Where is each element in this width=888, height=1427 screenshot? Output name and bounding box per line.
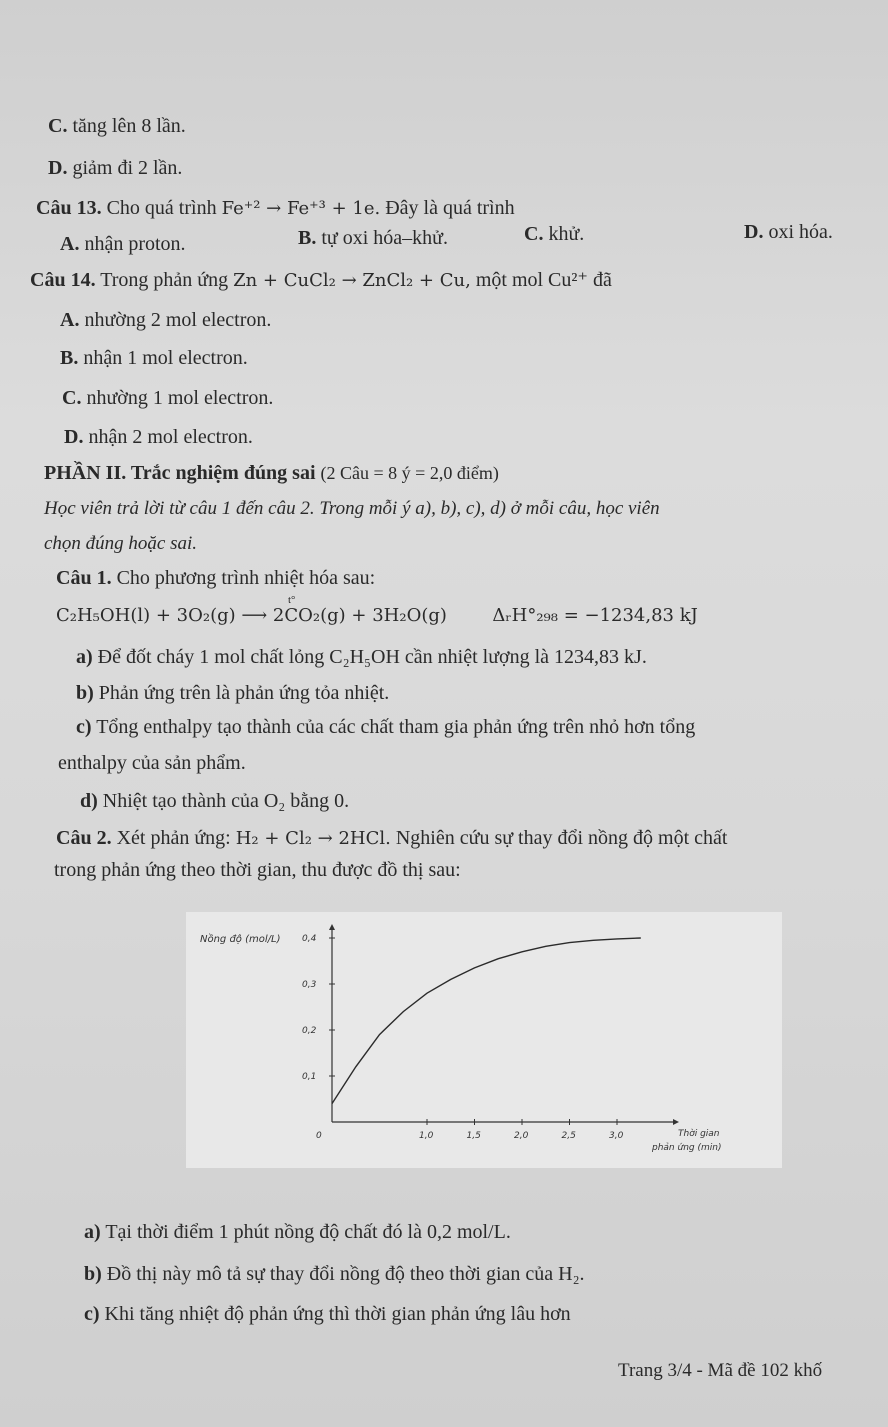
x-axis-label-line-1: Thời gian xyxy=(678,1129,720,1139)
cau-1-item-c-continued: enthalpy của sản phẩm. xyxy=(58,752,246,774)
q12-option-c: C. tăng lên 8 lần. xyxy=(48,115,186,137)
concentration-time-graph xyxy=(186,912,782,1168)
cau-2-item-a: a) Tại thời điểm 1 phút nồng độ chất đó là 0,2 mol/L. xyxy=(84,1221,511,1243)
cau-1-item-c: c) Tổng enthalpy tạo thành của các chất tham gia phản ứng trên nhỏ hơn tổng xyxy=(76,716,696,738)
x-axis-label-line-2: phản ứng (min) xyxy=(652,1143,722,1153)
q13-option-a: A. nhận proton. xyxy=(60,233,186,255)
y-tick-label: 0,2 xyxy=(302,1026,317,1036)
q14-option-a: A. nhường 2 mol electron. xyxy=(60,309,272,331)
origin-label: 0 xyxy=(316,1131,322,1141)
x-tick-label: 2,0 xyxy=(514,1131,529,1141)
y-tick-label: 0,3 xyxy=(302,980,317,990)
cau-1-item-b: b) Phản ứng trên là phản ứng tỏa nhiệt. xyxy=(76,682,390,704)
q13-option-c: C. khử. xyxy=(524,223,585,245)
cau-2-item-b: b) Đồ thị này mô tả sự thay đổi nồng độ theo thời gian của H₂. xyxy=(84,1263,585,1285)
y-axis-label: Nồng độ (mol/L) xyxy=(200,934,281,945)
x-tick-label: 3,0 xyxy=(609,1131,624,1141)
arrow-heat-mark: t° xyxy=(288,594,296,606)
question-13: Câu 13. Cho quá trình Fe⁺² → Fe⁺³ + 1e. Đây là quá trình xyxy=(36,197,515,219)
series-line xyxy=(332,938,641,1104)
x-axis-arrow xyxy=(673,1119,679,1125)
q14-option-b: B. nhận 1 mol electron. xyxy=(60,347,248,369)
cau-1-equation: C₂H₅OH(l) + 3O₂(g) ⟶ 2CO₂(g) + 3H₂O(g) ΔᵣH°₂₉₈ = −1234,83 kJ xyxy=(56,605,698,626)
y-tick-label: 0,4 xyxy=(302,934,317,944)
cau-1-stem: Câu 1. Cho phương trình nhiệt hóa sau: xyxy=(56,567,376,589)
cau-2-item-c: c) Khi tăng nhiệt độ phản ứng thì thời gian phản ứng lâu hơn xyxy=(84,1303,571,1325)
cau-1-item-d: d) Nhiệt tạo thành của O₂ bằng 0. xyxy=(80,790,350,812)
x-tick-label: 2,5 xyxy=(561,1131,576,1141)
part-2-heading: PHẦN II. Trắc nghiệm đúng sai (2 Câu = 8 ý = 2,0 điểm) xyxy=(44,462,499,484)
q12-option-d: D. giảm đi 2 lần. xyxy=(48,157,183,179)
q13-option-d: D. oxi hóa. xyxy=(744,221,833,243)
cau-2-stem-line-2: trong phản ứng theo thời gian, thu được đồ thị sau: xyxy=(54,859,461,881)
q13-option-b: B. tự oxi hóa–khử. xyxy=(298,227,449,249)
cau-1-item-a: a) Để đốt cháy 1 mol chất lỏng C₂H₅OH cần nhiệt lượng là 1234,83 kJ. xyxy=(76,646,647,668)
x-tick-label: 1,0 xyxy=(419,1131,434,1141)
question-14: Câu 14. Trong phản ứng Zn + CuCl₂ → ZnCl₂ + Cu, một mol Cu²⁺ đã xyxy=(30,269,612,291)
part-2-instruction-line-2: chọn đúng hoặc sai. xyxy=(44,533,198,554)
y-axis-arrow xyxy=(329,924,335,930)
part-2-instruction-line-1: Học viên trả lời từ câu 1 đến câu 2. Trong mỗi ý a), b), c), d) ở mỗi câu, học viên xyxy=(44,498,660,519)
page-footer: Trang 3/4 - Mã đề 102 khố xyxy=(618,1360,823,1381)
q14-option-c: C. nhường 1 mol electron. xyxy=(62,387,274,409)
cau-2-stem: Câu 2. Xét phản ứng: H₂ + Cl₂ → 2HCl. Nghiên cứu sự thay đổi nồng độ một chất xyxy=(56,827,728,849)
x-tick-label: 1,5 xyxy=(466,1131,481,1141)
chart-svg xyxy=(186,912,782,1168)
y-tick-label: 0,1 xyxy=(302,1072,317,1082)
q14-option-d: D. nhận 2 mol electron. xyxy=(64,426,253,448)
